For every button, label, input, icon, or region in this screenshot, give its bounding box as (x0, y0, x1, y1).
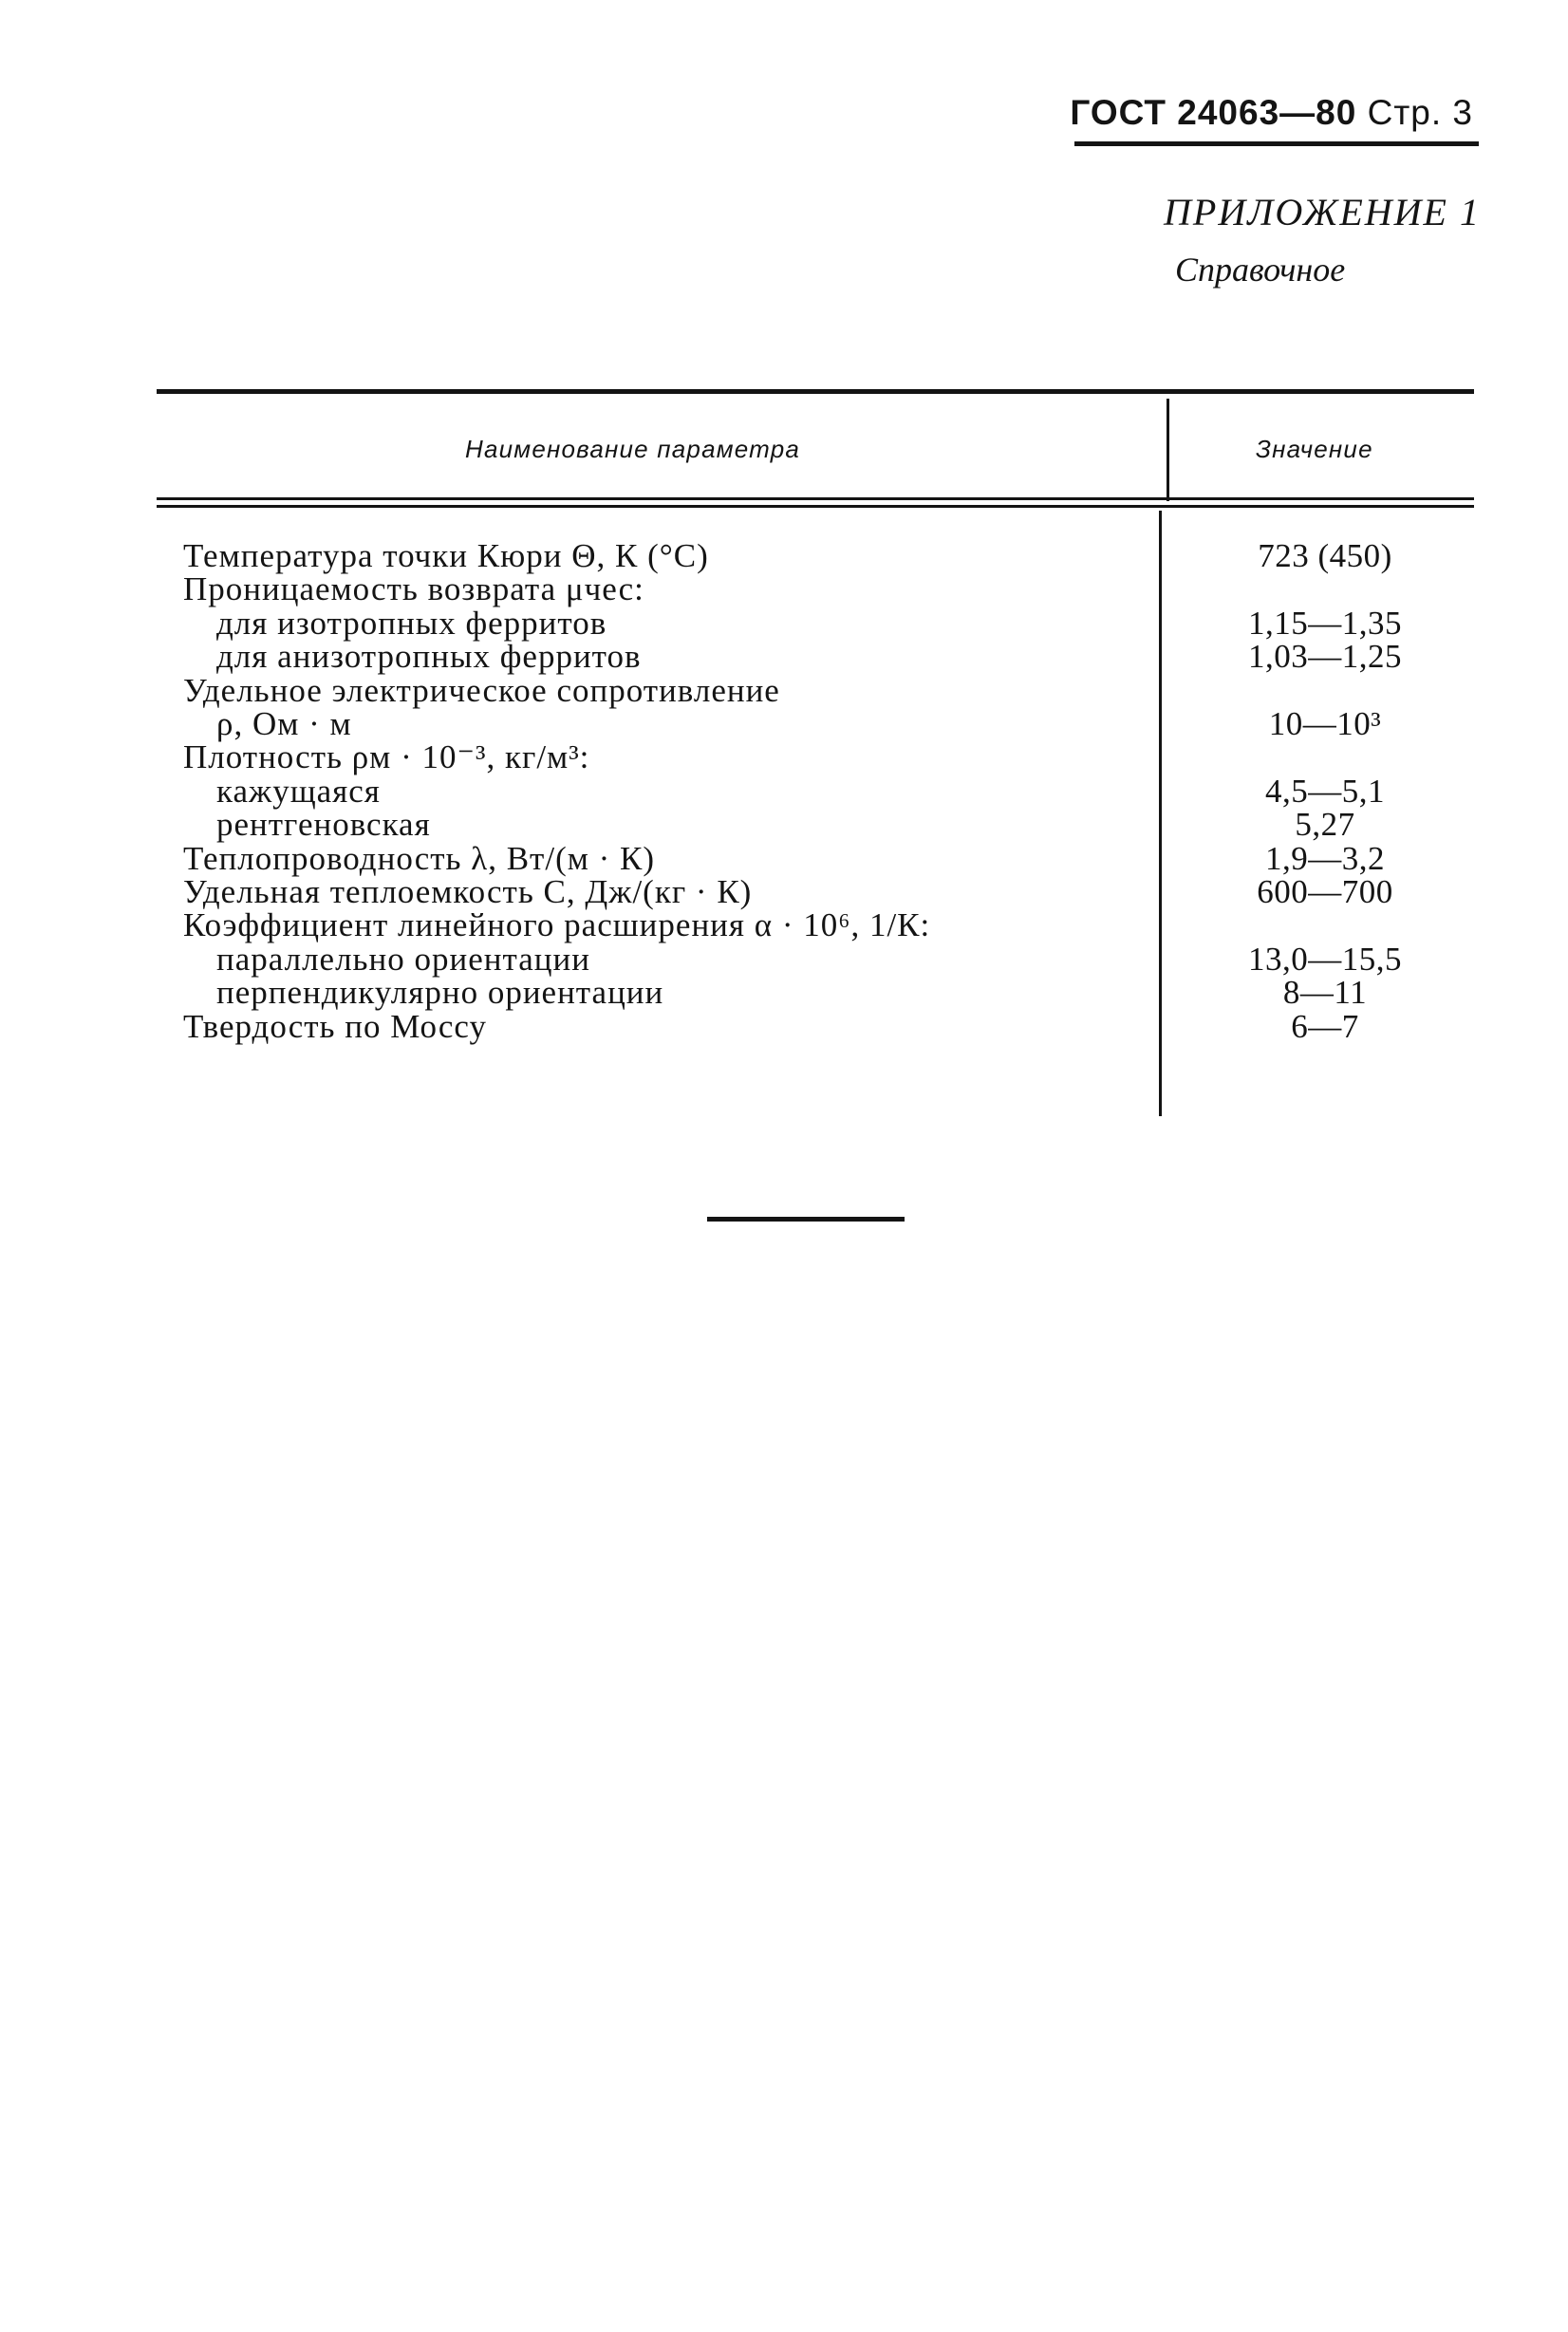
page-number: Стр. 3 (1367, 93, 1473, 132)
table-row (0, 839, 1568, 877)
parameter-value: 10—10³ (1268, 705, 1382, 742)
page-header (949, 93, 1473, 133)
parameter-label: Температура точки Кюри Θ, К (°С) (183, 537, 709, 574)
standard-number: ГОСТ 24063—80 (1070, 93, 1357, 132)
parameter-value: 600—700 (1257, 873, 1393, 910)
appendix-title: ПРИЛОЖЕНИЕ 1 (1164, 191, 1481, 233)
parameter-value: 1,15—1,35 (1248, 604, 1402, 642)
table-row (0, 942, 1568, 977)
parameter-value: 5,27 (1295, 806, 1355, 844)
column-header-parameter: Наименование параметра (465, 435, 801, 463)
table-top-rule (157, 389, 1474, 394)
table-row (0, 976, 1568, 1010)
appendix-subtitle: Справочное (1175, 251, 1346, 289)
table-row (0, 606, 1568, 641)
table-row (0, 875, 1568, 909)
parameter-label: Твердость по Моссу (183, 1007, 487, 1045)
table-header-rule (157, 497, 1474, 500)
parameter-value: 8—11 (1282, 974, 1368, 1012)
parameter-label: ρ, Ом · м (216, 705, 352, 742)
parameter-value: 723 (450) (1258, 537, 1392, 574)
table-row (0, 707, 1568, 741)
parameter-label: перпендикулярно ориентации (216, 974, 664, 1012)
parameter-label: параллельно ориентации (216, 940, 590, 978)
table-row (0, 640, 1568, 674)
parameter-label: для анизотропных ферритов (216, 638, 642, 676)
parameter-value: 1,9—3,2 (1265, 839, 1385, 877)
parameter-label: кажущаяся (216, 772, 381, 810)
parameter-value: 4,5—5,1 (1265, 772, 1385, 810)
table-row (0, 740, 1568, 774)
table-row (0, 539, 1568, 573)
parameter-value: 1,03—1,25 (1248, 638, 1402, 676)
table-row (0, 908, 1568, 942)
end-of-page-rule (707, 1217, 905, 1222)
column-header-value: Значение (1256, 435, 1373, 463)
parameter-label: Плотность ρм · 10⁻³, кг/м³: (183, 738, 590, 776)
parameter-label: Коэффициент линейного расширения α · 10⁶, 1/К: (183, 906, 931, 944)
table-row (0, 572, 1568, 606)
table-row (0, 808, 1568, 842)
header-rule (1074, 141, 1479, 146)
parameter-value: 13,0—15,5 (1248, 940, 1402, 978)
parameter-label: Теплопроводность λ, Вт/(м · К) (183, 839, 656, 877)
parameter-label: рентгеновская (216, 806, 431, 844)
table-row (0, 774, 1568, 809)
parameter-label: для изотропных ферритов (216, 604, 607, 642)
table-header-rule-second (157, 505, 1474, 508)
table-header-divider (1167, 399, 1169, 501)
parameter-label: Удельное электрическое сопротивление (183, 671, 780, 709)
parameter-label: Проницаемость возврата μчес: (183, 570, 644, 608)
parameter-label: Удельная теплоемкость С, Дж/(кг · К) (183, 873, 753, 910)
table-row (0, 1007, 1568, 1045)
table-row (0, 671, 1568, 709)
parameter-value: 6—7 (1291, 1007, 1359, 1045)
